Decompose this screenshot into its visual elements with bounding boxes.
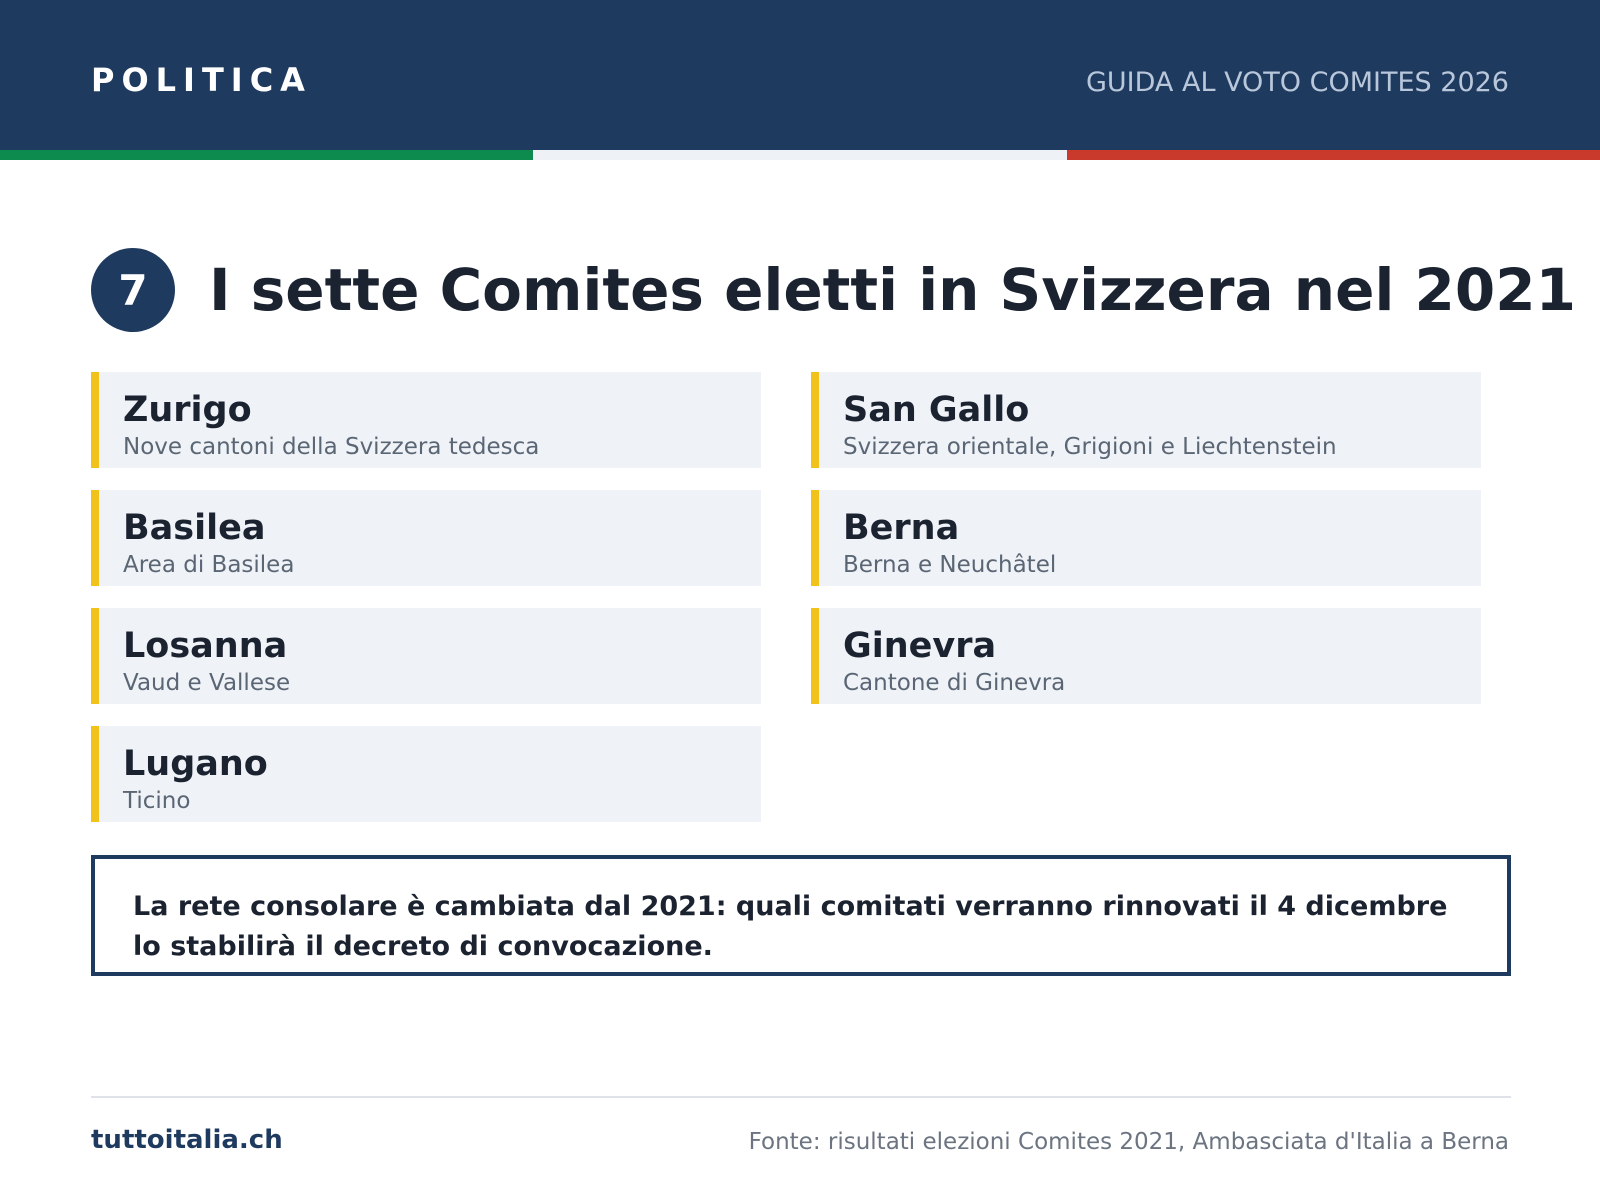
source-credit: Fonte: risultati elezioni Comites 2021, Ambasciata d'Italia a Berna [748, 1129, 1509, 1155]
comites-card-berna [811, 490, 1481, 586]
flag-stripe-white [533, 150, 1066, 160]
comites-area: Svizzera orientale, Grigioni e Liechtenstein [843, 434, 1337, 460]
comites-name: Basilea [123, 508, 266, 548]
italian-flag-stripe [0, 150, 1600, 160]
comites-area: Cantone di Ginevra [843, 670, 1066, 696]
comites-name: Ginevra [843, 626, 997, 666]
guide-title: GUIDA AL VOTO COMITES 2026 [1085, 67, 1509, 98]
number-badge: 7 [91, 248, 175, 332]
header-bar [0, 0, 1600, 150]
comites-name: Losanna [123, 626, 288, 666]
comites-card-losanna [91, 608, 761, 704]
comites-area: Area di Basilea [123, 552, 295, 578]
section-label: POLITICA [91, 61, 312, 99]
flag-stripe-red [1067, 150, 1600, 160]
comites-area: Ticino [123, 788, 191, 814]
title-row [91, 248, 1576, 332]
flag-stripe-green [0, 150, 533, 160]
comites-card-lugano [91, 726, 761, 822]
comites-area: Vaud e Vallese [123, 670, 291, 696]
comites-name: Lugano [123, 744, 268, 784]
footer-divider [91, 1096, 1511, 1098]
comites-card-zurigo [91, 372, 761, 468]
comites-name: Berna [843, 508, 960, 548]
note-box: La rete consolare è cambiata dal 2021: quali comitati verranno rinnovati il 4 dicembre lo stabilirà il decreto di convocazione. [91, 855, 1511, 976]
comites-name: Zurigo [123, 390, 252, 430]
brand-logo-text[interactable]: tuttoitalia.ch [91, 1125, 283, 1155]
page-title: I sette Comites eletti in Svizzera nel 2021 [209, 256, 1576, 324]
comites-area: Berna e Neuchâtel [843, 552, 1057, 578]
comites-name: San Gallo [843, 390, 1030, 430]
comites-area: Nove cantoni della Svizzera tedesca [123, 434, 540, 460]
comites-card-basilea [91, 490, 761, 586]
comites-card-san-gallo [811, 372, 1481, 468]
comites-card-ginevra [811, 608, 1481, 704]
